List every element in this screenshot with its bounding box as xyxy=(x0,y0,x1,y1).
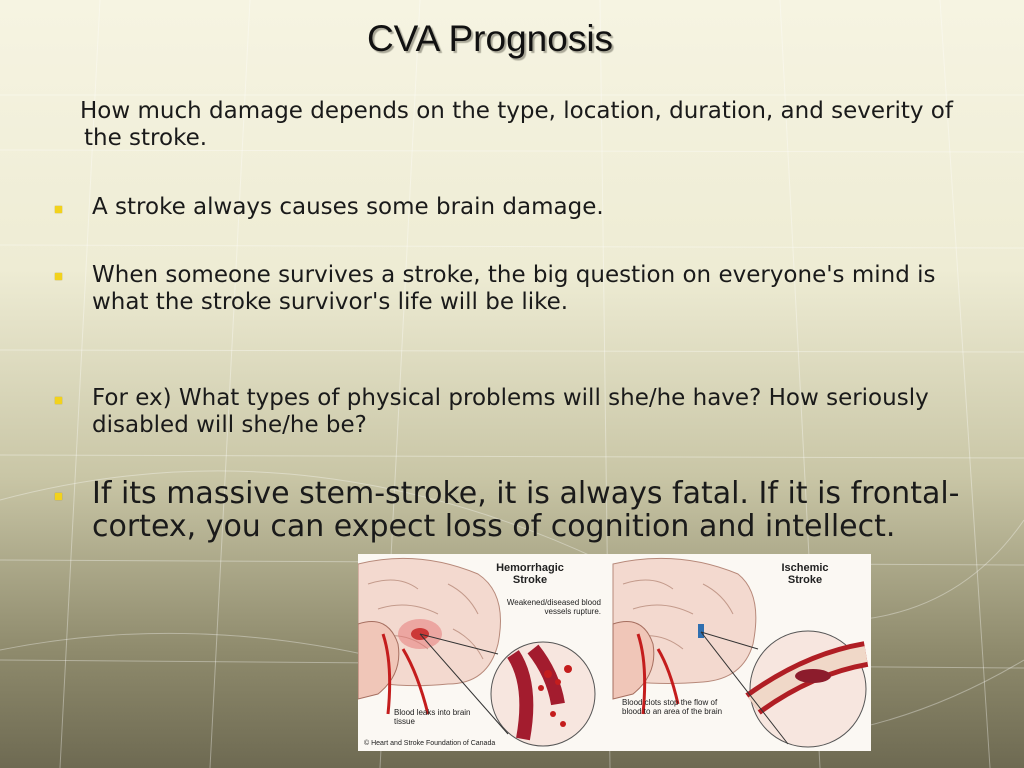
hemorrhagic-note-top: Weakened/diseased blood vessels rupture. xyxy=(506,598,601,616)
bullet-text: For ex) What types of physical problems will she/he have? How seriously disabled will she/he be? xyxy=(92,385,929,438)
hemorrhagic-note-bottom: Blood leaks into brain tissue xyxy=(394,708,471,726)
bullet-text: When someone survives a stroke, the big question on everyone's mind is what the stroke survivor's life will be like. xyxy=(92,262,936,315)
bullet-marker xyxy=(55,493,62,500)
ischemic-brain-drawing xyxy=(613,558,866,747)
bullet-marker xyxy=(55,206,62,213)
image-credit: © Heart and Stroke Foundation of Canada xyxy=(364,740,496,747)
stroke-illustration xyxy=(358,554,871,751)
bullet-text: A stroke always causes some brain damage. xyxy=(92,194,604,220)
bullet-marker xyxy=(55,397,62,404)
bullet-marker xyxy=(55,273,62,280)
bullet-text-large: If its massive stem-stroke, it is always fatal. If it is frontal-cortex, you can expect loss of cognition and intellect. xyxy=(92,476,960,544)
ischemic-note: Blood clots stop the flow of blood to an area of the brain xyxy=(622,698,723,716)
intro-text: How much damage depends on the type, location, duration, and severity of the stroke. xyxy=(80,98,953,151)
hemorrhagic-title: Hemorrhagic Stroke xyxy=(496,562,564,586)
slide-title: CVA Prognosis xyxy=(366,18,614,59)
ischemic-title: Ischemic Stroke xyxy=(781,562,829,586)
